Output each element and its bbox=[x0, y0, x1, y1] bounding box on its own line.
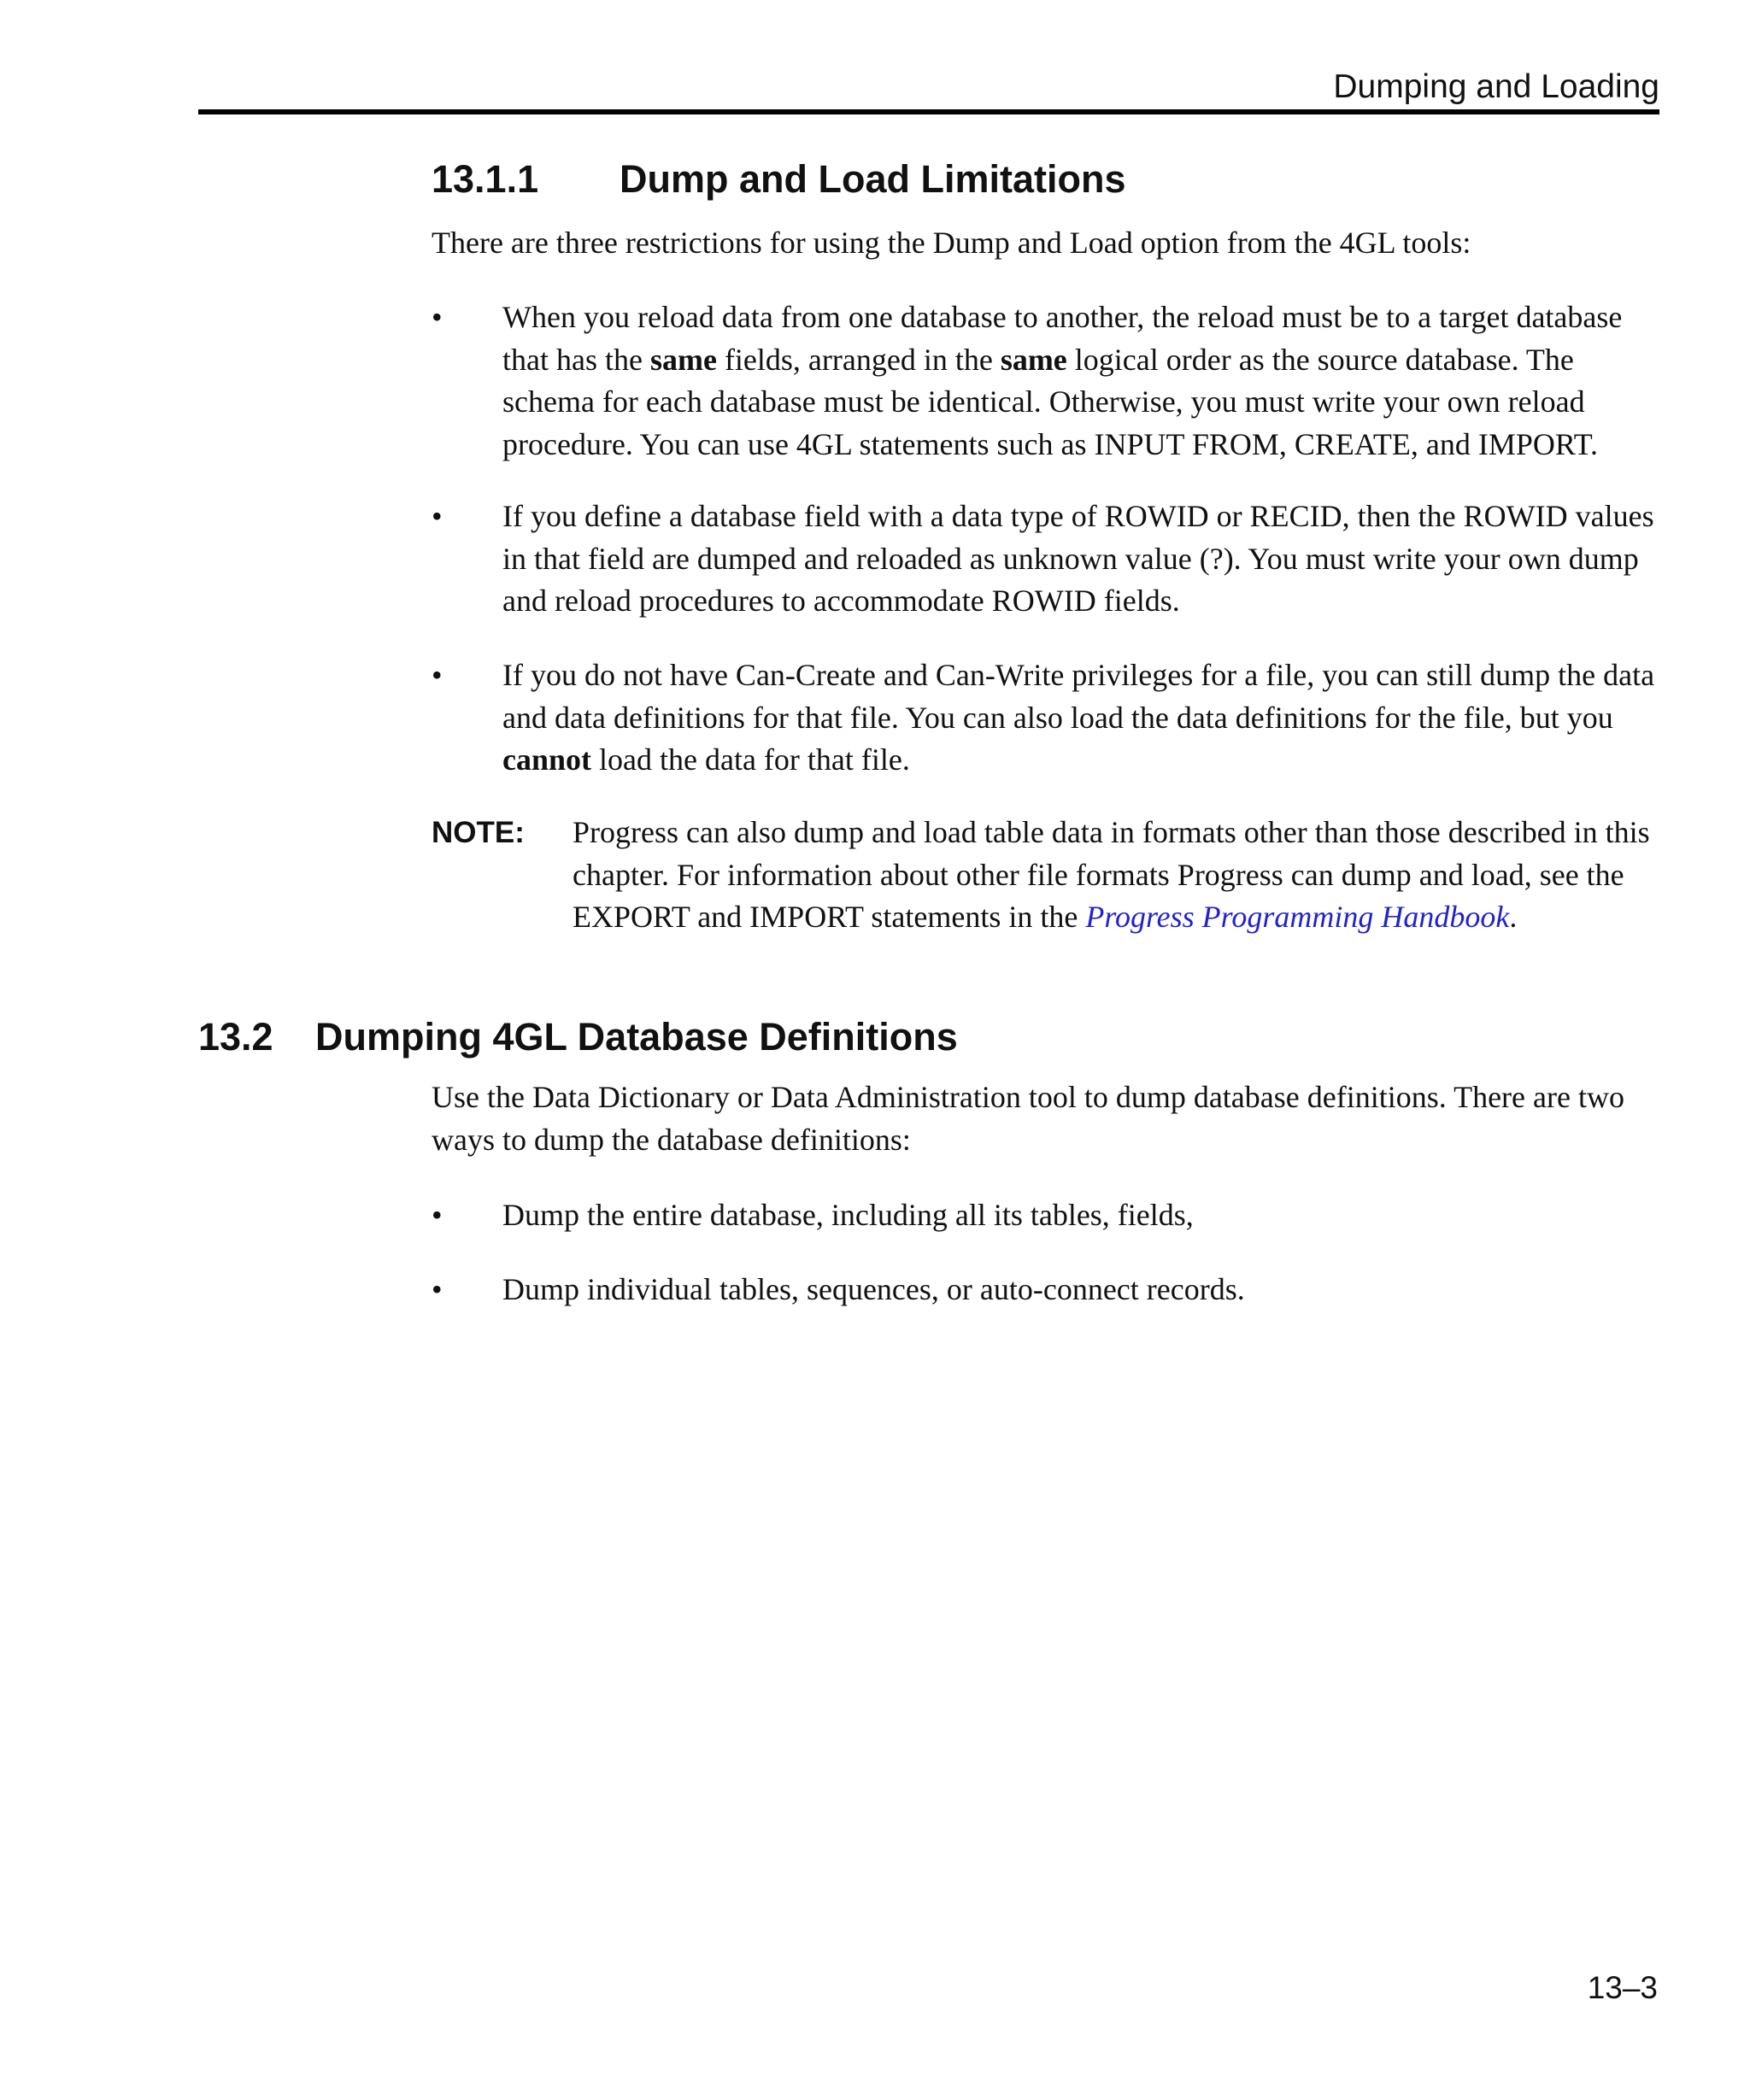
bullet-icon: • bbox=[432, 658, 443, 692]
list-item-text: Dump the entire database, including all its tables, fields, bbox=[502, 1198, 1194, 1232]
section-title: Dumping 4GL Database Definitions bbox=[315, 1015, 958, 1059]
note-block bbox=[432, 812, 1664, 939]
list-item bbox=[432, 1269, 1664, 1311]
list-item bbox=[432, 496, 1664, 623]
bullet-icon: • bbox=[432, 1272, 443, 1306]
section-number: 13.2 bbox=[198, 1015, 273, 1059]
subsection-heading bbox=[432, 157, 1126, 202]
list-item bbox=[432, 1194, 1664, 1237]
subsection-number: 13.1.1 bbox=[432, 157, 539, 201]
list-item-text: When you reload data from one database to another, the reload must be to a target database that has the same fields, arranged in the same logical order as the source database. The schema for each database must be identical. Otherwise, you must write your own reload procedure. You can use 4GL statements such as INPUT FROM, CREATE, and IMPORT. bbox=[502, 300, 1623, 461]
handbook-link[interactable]: Progress Programming Handbook bbox=[1085, 900, 1510, 934]
list-item-text: If you do not have Can-Create and Can-Write privileges for a file, you can still dump the data and data definitions for that file. You can also load the data definitions for the file, but you cannot load the data for that file. bbox=[502, 658, 1655, 777]
list-item bbox=[432, 296, 1664, 466]
list-item bbox=[432, 654, 1664, 782]
page-number: 13–3 bbox=[1587, 1970, 1658, 2005]
subsection-title: Dump and Load Limitations bbox=[620, 157, 1126, 201]
section-heading bbox=[198, 1015, 958, 1059]
bullet-icon: • bbox=[432, 499, 443, 533]
note-text: Progress can also dump and load table data in formats other than those described in this chapter. For information about other file formats Progress can dump and load, see the EXPORT and IMPORT statements in the Progress Programming Handbook. bbox=[573, 815, 1650, 934]
emphasis: same bbox=[1000, 342, 1067, 377]
section-intro: Use the Data Dictionary or Data Administration tool to dump database definitions. There are two ways to dump the database definitions: bbox=[432, 1080, 1624, 1157]
bullet-icon: • bbox=[432, 300, 443, 334]
bullet-icon: • bbox=[432, 1198, 443, 1232]
note-label: NOTE: bbox=[432, 816, 525, 849]
running-header-title: Dumping and Loading bbox=[1333, 68, 1659, 105]
subsection-intro: There are three restrictions for using the Dump and Load option from the 4GL tools: bbox=[432, 226, 1471, 260]
emphasis: same bbox=[649, 342, 717, 377]
list-item-text: If you define a database field with a data type of ROWID or RECID, then the ROWID values in that field are dumped and reloaded as unknown value (?). You must write your own dump and reload procedures to accommodate ROWID fields. bbox=[502, 499, 1654, 618]
emphasis: cannot bbox=[502, 742, 592, 777]
list-item-text: Dump individual tables, sequences, or auto-connect records. bbox=[502, 1272, 1245, 1306]
running-header bbox=[198, 65, 1659, 114]
